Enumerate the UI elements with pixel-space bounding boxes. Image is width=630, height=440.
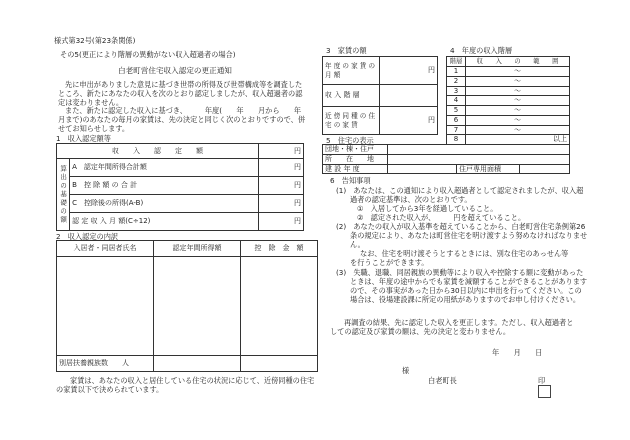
housing-row-area: 住戸専用面積 (457, 164, 520, 174)
rent-row-level: 収 入 階 層 (323, 85, 380, 107)
rent-row-monthly-unit: 円 (380, 57, 438, 85)
level-col-level: 階層 (447, 57, 466, 67)
breakdown-col-deduction: 控 除 金 額 (241, 241, 318, 257)
rent-row-monthly: 年 度 の 家 賃 の 月 額 (323, 57, 380, 85)
notice-item-1: (1) あなたは、この通知により収入超過者として認定されましたが、収入超過者の認定基準は、次のとおりです。 (336, 186, 584, 204)
level-range: ～ (466, 115, 570, 125)
level-range: ～ (466, 76, 570, 86)
income-side-label: 算出の基礎の額 (57, 159, 70, 231)
rent-row-nearby-unit: 円 (380, 107, 438, 135)
notice-conclusion: 再調査の結果、先に認定した収入を更正します。ただし、収入超過者としての認定及び家賃の額は、先の決定と変わりません。 (330, 318, 574, 336)
level-num: 5 (447, 106, 466, 116)
housing-row-year-value (388, 164, 457, 174)
housing-table (322, 144, 570, 174)
section4-heading: 4 年度の収入階層 (450, 46, 513, 55)
section2-heading: 2 収入認定の内訳 (56, 232, 119, 241)
breakdown-table (56, 240, 318, 372)
intro-paragraph-1: 先に申出がありました意見に基づき世帯の所得及び世帯構成等を調査したところ、新たにあなたの収入を次のとおり認定しましたが、収入超過者の認定は変わりません。 (58, 80, 303, 107)
rent-row-level-value (380, 85, 438, 107)
level-range: ～ (466, 67, 570, 77)
housing-row-year: 建 設 年 度 (323, 164, 388, 174)
section6-heading: 6 告知事項 (330, 176, 371, 185)
breakdown-col-income: 認定年間所得額 (154, 241, 241, 257)
section1-heading: 1 収入認定額等 (56, 134, 111, 143)
income-row-a-unit: 円 (259, 159, 304, 177)
section3-heading: 3 家賃の額 (326, 46, 367, 55)
sender-name: 白老町長 (428, 376, 457, 385)
rent-row-nearby: 近 傍 同 種 の 住 宅 の 家 賃 (323, 107, 380, 135)
issue-date: 年 月 日 (492, 348, 543, 357)
level-col-range: 収 入 の 範 囲 (466, 57, 570, 67)
level-range: ～ (466, 125, 570, 135)
form-number: 様式第32号(第23条関係) (54, 36, 136, 45)
income-header: 収 入 認 定 額 (57, 144, 259, 159)
breakdown-col-name: 入居者・同居者氏名 (57, 241, 154, 257)
rent-note: 家賃は、あなたの収入と居住している住宅の状況に応じて、近傍同種の住宅の家賃以下で決められています。 (56, 376, 315, 394)
income-row-b: B 控 除 額 の 合 計 (70, 177, 259, 195)
level-table (446, 56, 570, 145)
income-row-c-unit: 円 (259, 195, 304, 213)
income-unit: 円 (259, 144, 304, 159)
level-num: 6 (447, 115, 466, 125)
housing-row-unit-value (388, 145, 570, 155)
level-num: 7 (447, 125, 466, 135)
income-row-monthly: 認 定 収 入 月 額(C÷12) (70, 213, 259, 231)
housing-row-unit: 団地・棟・住戸 (323, 145, 388, 155)
rent-table (322, 56, 438, 135)
income-table (56, 143, 304, 231)
breakdown-cell (154, 356, 241, 372)
level-num: 4 (447, 96, 466, 106)
dependents-cell: 別居扶養親族数 人 (57, 356, 154, 372)
housing-row-area-value (520, 164, 570, 174)
form-subtitle: その5(更正により階層の異動がない収入超過者の場合) (60, 50, 236, 59)
income-row-c: C 控除後の所得(A-B) (70, 195, 259, 213)
level-range: ～ (466, 96, 570, 106)
level-num: 2 (447, 76, 466, 86)
income-row-a: A 認定年間所得合計額 (70, 159, 259, 177)
level-range: ～ (466, 106, 570, 116)
level-num: 3 (447, 86, 466, 96)
seal-box (538, 385, 551, 398)
breakdown-cell (154, 257, 241, 356)
notice-item-2: (2) あなたの収入が収入基準を超えていることから、白老町営住宅条例第26条の規定により、あなたは町営住宅を明け渡すよう努めなければなりません。 (336, 222, 588, 249)
income-row-monthly-unit: 円 (259, 213, 304, 231)
level-num: 8 (447, 135, 466, 145)
notice-item-1b: ② 認定された収入が、 円を超えていること。 (357, 213, 526, 222)
seal-label: 印 (538, 376, 546, 385)
income-row-b-unit: 円 (259, 177, 304, 195)
housing-row-address-value (388, 154, 570, 164)
level-range: 以上 (466, 135, 570, 145)
level-range: ～ (466, 86, 570, 96)
housing-row-address: 所 在 地 (323, 154, 388, 164)
page-title: 白老町営住宅収入認定の更正通知 (118, 66, 232, 75)
section5-heading: 5 住宅の表示 (326, 136, 374, 145)
intro-paragraph-2: また、新たに認定した収入に基づき、 年度( 年 月から 年 月まで)のあなたの毎月の家賃は、先の決定と同じく次のとおりですので、併せてお知らせします。 (58, 106, 316, 133)
addressee-suffix: 様 (402, 366, 410, 375)
level-num: 1 (447, 67, 466, 77)
notice-item-1a: ① 入居してから3年を経過していること。 (357, 204, 498, 213)
breakdown-cell (241, 257, 318, 356)
notice-item-3: (3) 失職、退職、同居親族の異動等により収入や控除する額に変動があったときは、年度の途中からでも家賃を減額することができることがありますので、その事実があった日から30日以内に申出を行ってください。この場合は、役場建設課に所定の用紙がありますのでお申し付けください。 (336, 268, 588, 304)
notice-item-2-note: なお、住宅を明け渡そうとするときには、別な住宅のあっせん等を行うことができます。 (350, 249, 569, 267)
breakdown-cell (241, 356, 318, 372)
breakdown-cell (57, 257, 154, 356)
